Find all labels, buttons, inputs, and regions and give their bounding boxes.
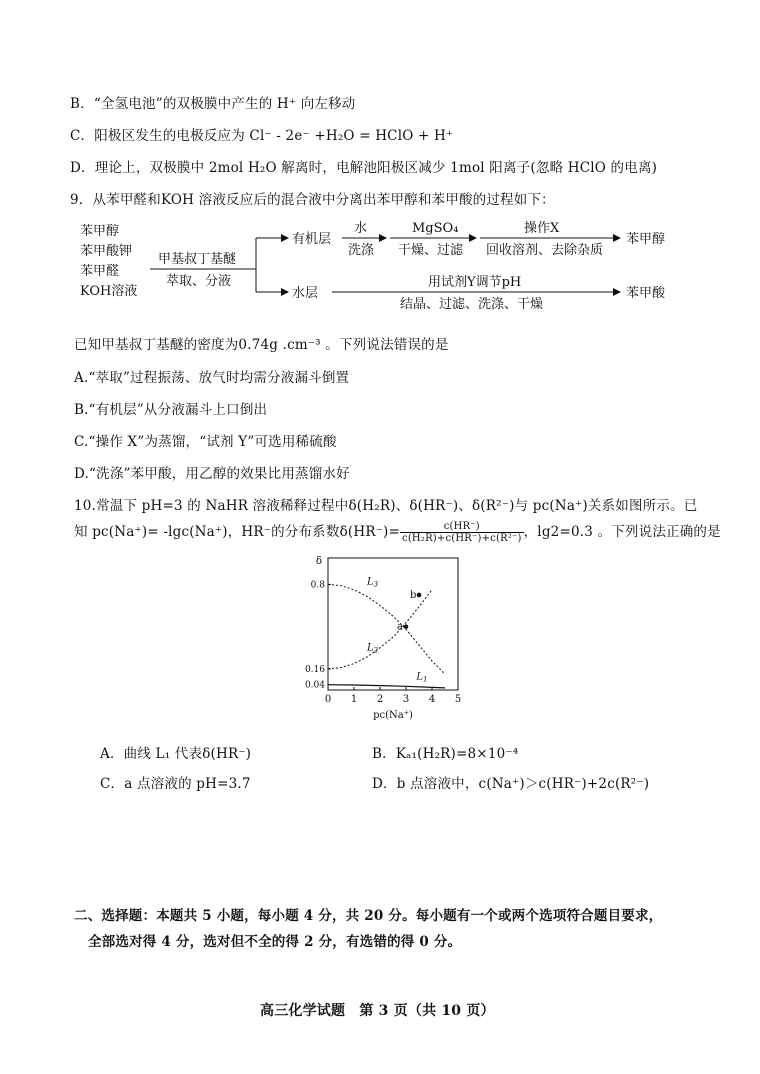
organic-layer: 有机层 (292, 232, 332, 247)
product-benzoic-acid: 苯甲酸 (626, 286, 666, 301)
q9-flow-diagram (80, 218, 700, 310)
x-tick-label: 2 (376, 694, 384, 705)
fraction-numerator: c(HR⁻) (400, 521, 524, 533)
q9-stem: 9．从苯甲醛和KOH 溶液反应后的混合液中分离出苯甲醇和苯甲酸的过程如下： (70, 192, 555, 208)
series-line-l3 (328, 584, 445, 674)
x-tick-label: 5 (454, 694, 462, 705)
plot-frame (328, 558, 458, 690)
adjust-label: 用试剂Y调节pH (428, 275, 522, 290)
q9-option-d: D.“洗涤”苯甲酸，用乙醇的效果比用蒸馏水好 (74, 466, 350, 482)
q9-option-b: B.“有机层”从分液漏斗上口倒出 (74, 402, 268, 418)
x-tick-label: 1 (350, 694, 358, 705)
point-label-a: a (397, 621, 403, 633)
point-b (417, 593, 422, 598)
page-footer: 高三化学试题 第 3 页（共 10 页） (260, 1003, 495, 1019)
series-label-l2: $L_2$ (367, 642, 379, 655)
wash-label: 洗涤 (348, 243, 375, 258)
series-label-l3: $L_3$ (367, 576, 379, 589)
distribution-fraction (400, 521, 524, 544)
point-a (404, 624, 409, 629)
x-tick-label: 4 (428, 694, 436, 705)
aqueous-layer: 水层 (292, 286, 319, 301)
y-tick-label: 0.04 (304, 680, 325, 691)
q10-option-c: C．a 点溶液的 pH=3.7 (100, 776, 251, 792)
solvent-label: 甲基叔丁基醚 (158, 252, 237, 267)
y-tick-label: 0.8 (310, 580, 325, 591)
q8-option-c: C．阳极区发生的电极反应为 Cl⁻ - 2e⁻ +H₂O = HClO + H⁺ (70, 128, 454, 144)
water-label: 水 (354, 221, 368, 236)
step1-label: 萃取、分液 (166, 274, 232, 289)
y-tick-label: 0.16 (304, 664, 325, 675)
q9-option-c: C.“操作 X”为蒸馏，“试剂 Y”可选用稀硫酸 (74, 434, 337, 450)
y-axis-label: δ (315, 556, 322, 567)
section2-line1: 二、选择题：本题共 5 小题，每小题 4 分，共 20 分。每小题有一个或两个选项符合题目要求， (74, 908, 663, 924)
q10-option-b: B．Kₐ₁(H₂R)=8×10⁻⁴ (372, 746, 519, 762)
mgso4-label: MgSO₄ (412, 221, 459, 236)
mixture-4: KOH溶液 (80, 284, 138, 299)
opx-label: 操作X (524, 221, 560, 236)
x-tick-label: 3 (402, 694, 410, 705)
q8-option-b: B．“全氢电池”的双极膜中产生的 H⁺ 向左移动 (70, 96, 356, 112)
q10-option-a: A．曲线 L₁ 代表δ(HR⁻) (100, 746, 252, 762)
series-line-l2 (328, 590, 432, 669)
q10-line2 (74, 520, 721, 544)
fraction-denominator: c(H₂R)+c(HR⁻)+c(R²⁻) (402, 533, 522, 544)
q9-known: 已知甲基叔丁基醚的密度为0.74g .cm⁻³ 。下列说法错误的是 (74, 337, 449, 353)
q8-option-d: D．理论上，双极膜中 2mol H₂O 解离时，电解池阳极区减少 1mol 阳离子(忽略 HClO 的电离) (70, 160, 658, 176)
x-tick-label: 0 (324, 694, 332, 705)
q10-line2-a: 知 pc(Na⁺)= -lgc(Na⁺)，HR⁻的分布系数δ(HR⁻)= (74, 524, 401, 540)
distribution-chart (290, 550, 480, 730)
mixture-2: 苯甲酸钾 (80, 244, 133, 259)
series-line-l1 (328, 685, 445, 688)
mixture-3: 苯甲醛 (80, 264, 120, 279)
q10-line2-b: ，lg2=0.3 。下列说法正确的是 (523, 524, 721, 540)
product-benzyl-alcohol: 苯甲醇 (626, 232, 666, 247)
x-axis-label: pc(Na⁺) (373, 710, 413, 721)
series-label-l1: $L_1$ (416, 671, 428, 684)
q9-option-a: A.“萃取”过程振荡、放气时均需分液漏斗倒置 (74, 370, 350, 386)
q10-option-d: D．b 点溶液中，c(Na⁺)＞c(HR⁻)+2c(R²⁻) (372, 776, 650, 792)
recover-label: 回收溶剂、去除杂质 (486, 243, 604, 258)
cryst-label: 结晶、过滤、洗涤、干燥 (400, 297, 544, 310)
dry-filter-label: 干燥、过滤 (398, 243, 464, 258)
point-label-b: b (410, 589, 417, 601)
q10-line1: 10.常温下 pH=3 的 NaHR 溶液稀释过程中δ(H₂R)、δ(HR⁻)、δ(R²⁻)与 pc(Na⁺)关系如图所示。已 (74, 498, 698, 514)
mixture-1: 苯甲醇 (80, 224, 120, 239)
section2-line2: 全部选对得 4 分，选对但不全的得 2 分，有选错的得 0 分。 (88, 934, 462, 950)
